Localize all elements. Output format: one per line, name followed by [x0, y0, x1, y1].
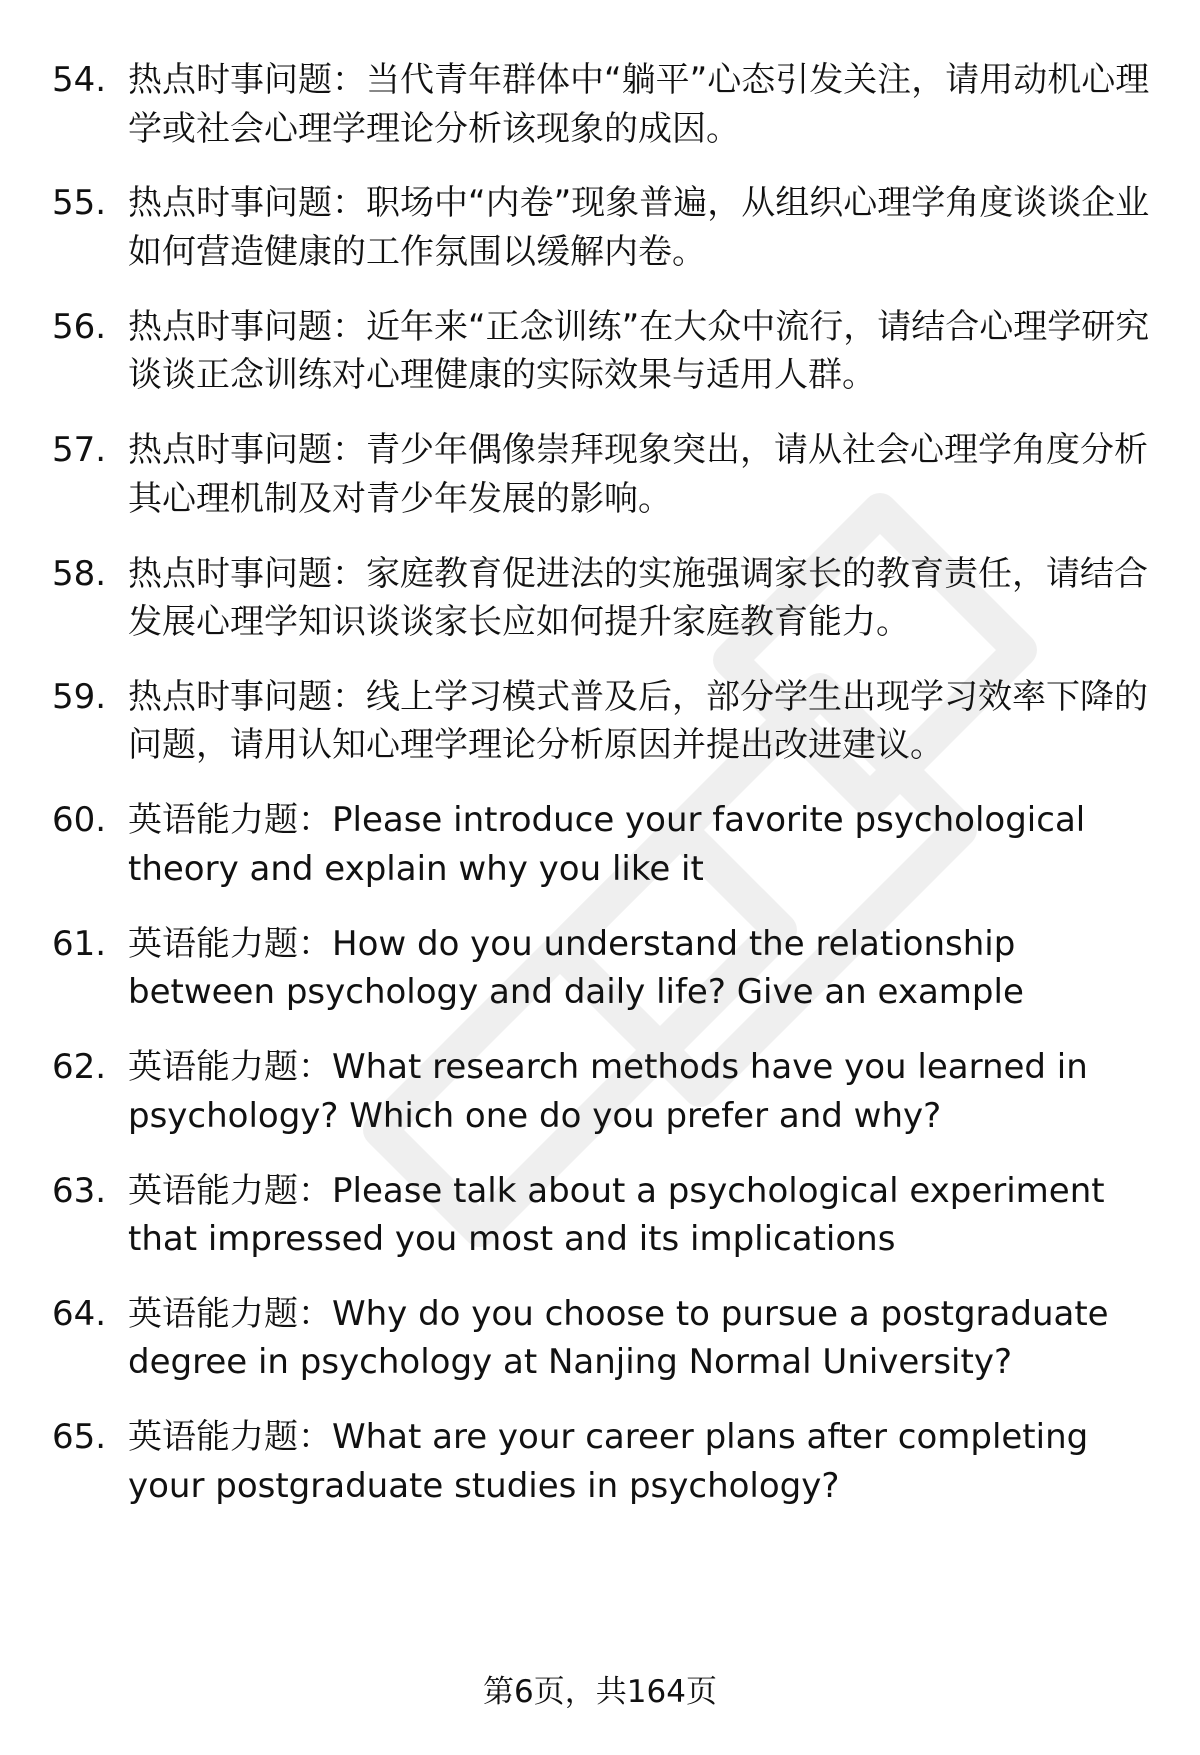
question-text: 热点时事问题：青少年偶像崇拜现象突出，请从社会心理学角度分析其心理机制及对青少年发展的影响。 — [128, 430, 1148, 519]
question-text: 热点时事问题：当代青年群体中“躺平”心态引发关注，请用动机心理学或社会心理学理论分析该现象的成因。 — [128, 60, 1150, 149]
question-text: 英语能力题：What are your career plans after completing your postgraduate studies in psychology? — [128, 1417, 1089, 1506]
question-text: 英语能力题：Please talk about a psychological experiment that impressed you most and its implications — [128, 1170, 1105, 1260]
question-item — [52, 920, 1152, 1017]
question-text: 英语能力题：How do you understand the relationship between psychology and daily life? Give an example — [128, 923, 1024, 1013]
page-footer — [0, 1672, 1200, 1712]
question-number: 56. — [52, 306, 107, 347]
question-text: 英语能力题：What research methods have you learned in psychology? Which one do you prefer and why? — [128, 1047, 1088, 1136]
question-number: 58. — [52, 553, 107, 594]
question-text: 热点时事问题：线上学习模式普及后，部分学生出现学习效率下降的问题，请用认知心理学理论分析原因并提出改进建议。 — [128, 676, 1148, 766]
question-number: 60. — [52, 800, 107, 841]
question-item — [52, 550, 1152, 647]
question-number: 61. — [52, 923, 107, 964]
question-text: 热点时事问题：近年来“正念训练”在大众中流行，请结合心理学研究谈谈正念训练对心理健康的实际效果与适用人群。 — [128, 306, 1150, 396]
question-item — [52, 1043, 1152, 1140]
question-item — [52, 673, 1152, 770]
question-item — [52, 426, 1152, 523]
question-number: 59. — [52, 676, 107, 717]
question-text: 英语能力题：Please introduce your favorite psychological theory and explain why you like it — [128, 800, 1086, 889]
question-item — [52, 1413, 1152, 1510]
question-item — [52, 303, 1152, 400]
question-number: 62. — [52, 1047, 107, 1088]
question-number: 54. — [52, 60, 107, 100]
question-number: 55. — [52, 183, 107, 224]
question-item — [52, 1167, 1152, 1264]
question-number: 57. — [52, 430, 107, 471]
question-number: 63. — [52, 1170, 107, 1211]
question-item — [52, 796, 1152, 893]
question-text: 热点时事问题：家庭教育促进法的实施强调家长的教育责任，请结合发展心理学知识谈谈家长应如何提升家庭教育能力。 — [128, 553, 1148, 643]
question-text: 热点时事问题：职场中“内卷”现象普遍，从组织心理学角度谈谈企业如何营造健康的工作氛围以缓解内卷。 — [128, 183, 1150, 272]
question-item — [52, 179, 1152, 276]
page-number-label: 第6页，共164页 — [483, 1674, 717, 1710]
question-item — [52, 56, 1152, 153]
question-item — [52, 1290, 1152, 1387]
question-number: 65. — [52, 1417, 107, 1458]
question-number: 64. — [52, 1293, 107, 1334]
question-text: 英语能力题：Why do you choose to pursue a postgraduate degree in psychology at Nanjing Normal University? — [128, 1293, 1109, 1383]
question-list — [52, 56, 1152, 1537]
